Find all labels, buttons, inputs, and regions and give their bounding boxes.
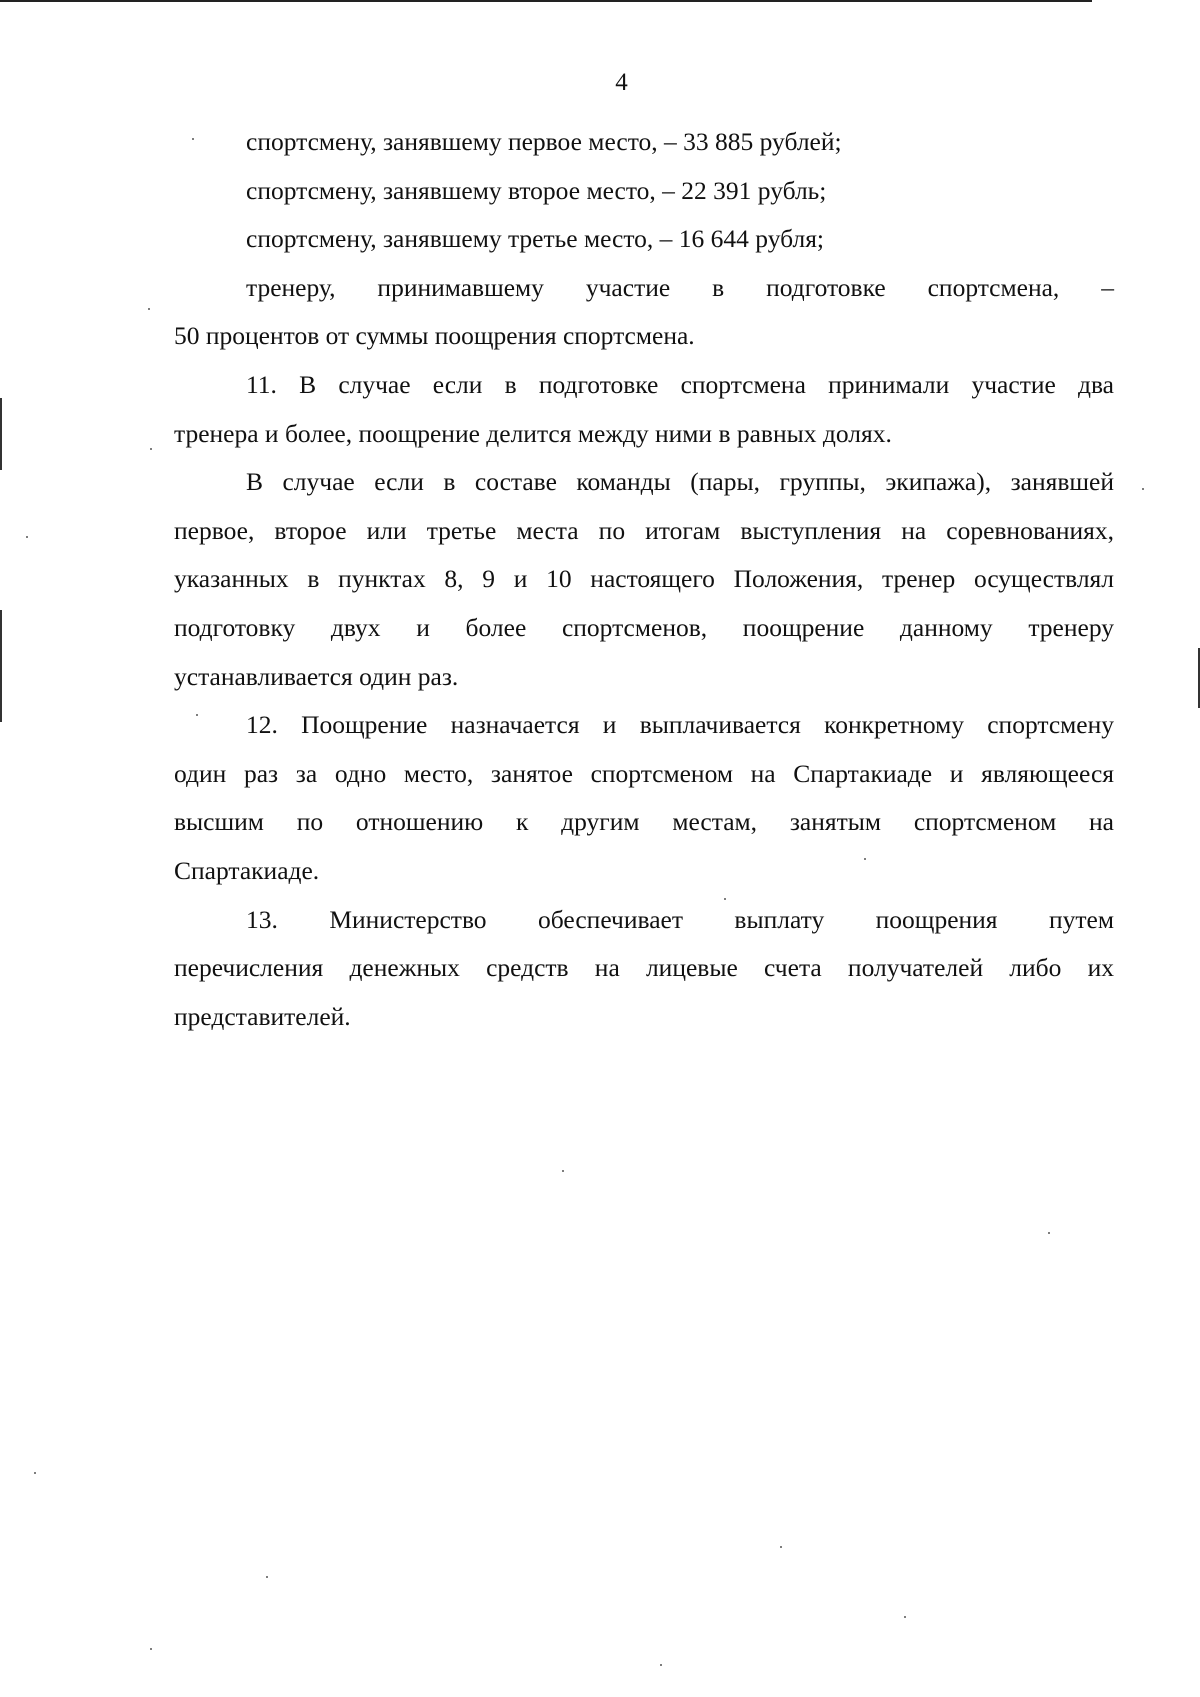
scan-dust <box>148 308 150 310</box>
paragraph-line: 13. Министерство обеспечивает выплату поощрения путем <box>246 904 1114 934</box>
paragraph-line: перечисления денежных средств на лицевые счета получателей либо их <box>174 953 1114 983</box>
scan-dust <box>150 448 152 450</box>
reward-line-third-place: спортсмену, занявшему третье место, – 16 644 рубля; <box>246 224 825 254</box>
paragraph-line: представителей. <box>174 1001 351 1031</box>
paragraph-line: Спартакиаде. <box>174 855 320 885</box>
paragraph-12 <box>174 701 1114 895</box>
scan-edge-line <box>0 0 1092 2</box>
paragraph-line: указанных в пунктах 8, 9 и 10 настоящего Положения, тренер осуществлял <box>174 564 1114 594</box>
scan-dust <box>904 1616 906 1618</box>
scan-dust <box>266 1576 268 1578</box>
paragraph-line: В случае если в составе команды (пары, группы, экипажа), занявшей <box>246 467 1114 497</box>
scan-dust <box>660 1664 662 1666</box>
paragraph-line: 12. Поощрение назначается и выплачивается конкретному спортсмену <box>246 710 1114 740</box>
trainer-reward-line: тренеру, принимавшему участие в подготовке спортсмена, – <box>246 272 1114 302</box>
paragraph-line: 11. В случае если в подготовке спортсмена принимали участие два <box>246 369 1114 399</box>
scan-dust <box>1142 488 1144 490</box>
scan-left-mark <box>0 398 2 470</box>
paragraph-line: высшим по отношению к другим местам, занятым спортсменом на <box>174 807 1114 837</box>
scan-dust <box>26 536 28 538</box>
paragraph-line: подготовку двух и более спортсменов, поощрение данному тренеру <box>174 612 1114 642</box>
paragraph-line: устанавливается один раз. <box>174 661 459 691</box>
paragraph-13 <box>174 896 1114 1042</box>
paragraph-team-trainer <box>174 458 1114 701</box>
scan-dust <box>34 1472 36 1474</box>
scan-dust <box>150 1648 152 1650</box>
scan-dust <box>1048 1232 1050 1234</box>
paragraph-line: тренера и более, поощрение делится между ними в равных долях. <box>174 418 892 448</box>
page-number: 4 <box>615 69 628 96</box>
scan-dust <box>780 1546 782 1548</box>
paragraph-11 <box>174 361 1114 458</box>
document-body <box>174 118 1114 1041</box>
scan-dust <box>562 1170 564 1172</box>
trainer-reward-line-continued: 50 процентов от суммы поощрения спортсмена. <box>174 321 695 351</box>
paragraph-line: первое, второе или третье места по итогам выступления на соревнованиях, <box>174 515 1114 545</box>
scan-left-mark <box>0 610 2 722</box>
reward-line-first-place: спортсмену, занявшему первое место, – 33 885 рублей; <box>246 127 842 156</box>
reward-line-second-place: спортсмену, занявшему второе место, – 22 391 рубль; <box>246 175 827 205</box>
paragraph-line: один раз за одно место, занятое спортсменом на Спартакиаде и являющееся <box>174 758 1114 788</box>
